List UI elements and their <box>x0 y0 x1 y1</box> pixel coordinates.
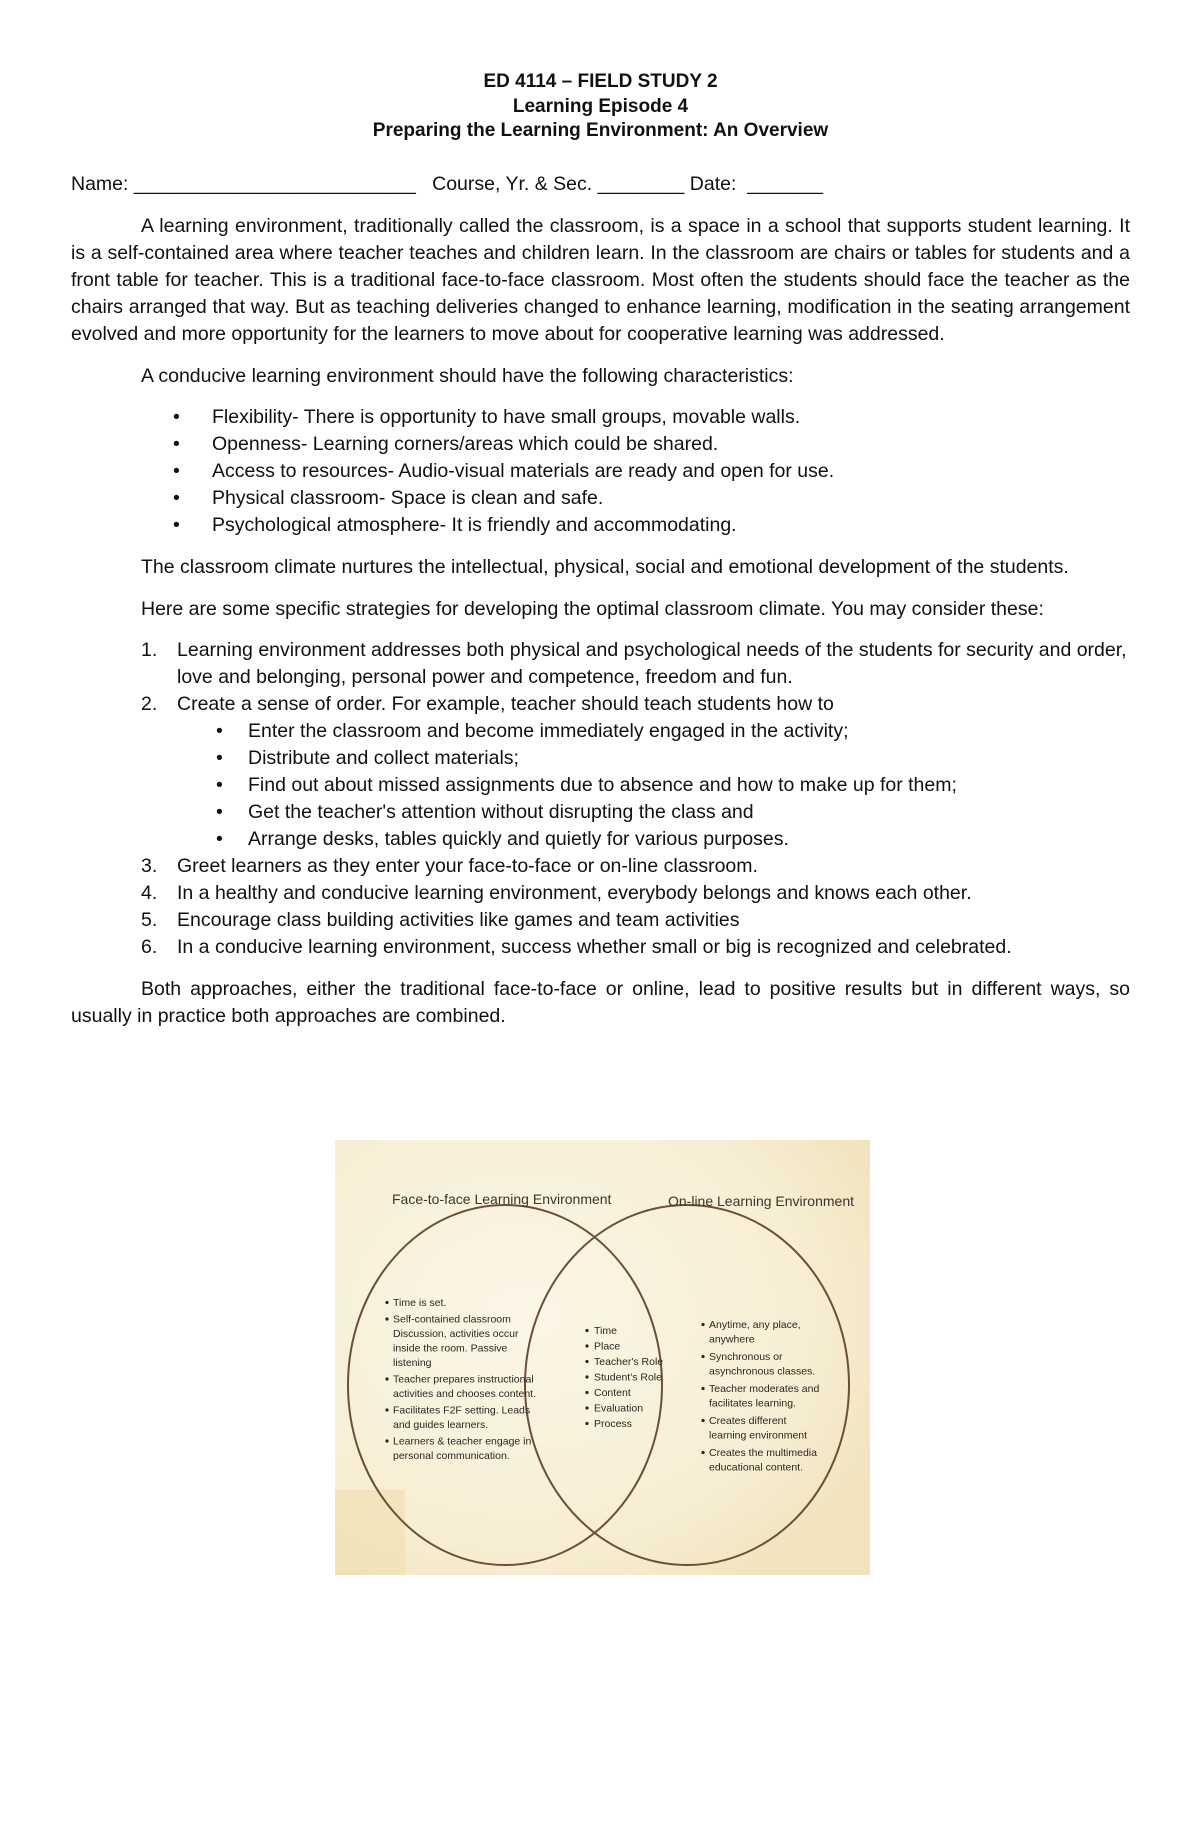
bullet-mark <box>585 1406 588 1409</box>
venn-item-line: Creates the multimedia <box>709 1447 817 1459</box>
venn-item-line: asynchronous classes. <box>709 1365 816 1378</box>
item-number: 6. <box>141 935 158 958</box>
sublist-item: • Get the teacher's attention without disrupting the class and <box>177 799 1130 826</box>
item-text: Learning environment addresses both physical and psychological needs of the students for security and order, love and belonging, personal power and competence, freedom and fun. <box>177 638 1127 688</box>
venn-item-line: activities and chooses content. <box>393 1388 537 1400</box>
list-item <box>71 907 1130 934</box>
venn-item-line: Facilitates F2F setting. Leads <box>393 1404 531 1417</box>
item-number: 1. <box>141 638 158 661</box>
bullet-mark <box>385 1377 388 1380</box>
item-text: In a healthy and conducive learning environment, everybody belongs and knows each other. <box>177 881 972 904</box>
document-header <box>71 70 1130 144</box>
venn-item-line: Teacher moderates and <box>709 1383 820 1395</box>
venn-item-line: listening <box>393 1357 432 1369</box>
date-field[interactable]: _______ <box>747 172 824 195</box>
venn-shared-item: Process <box>594 1418 632 1430</box>
bullet-mark <box>385 1408 388 1411</box>
venn-item-line: educational content. <box>709 1461 803 1474</box>
venn-item-line: Learners & teacher engage in <box>393 1435 532 1448</box>
bullet-mark <box>385 1439 388 1442</box>
list-item: • Physical classroom- Space is clean and safe. <box>71 485 1130 512</box>
list-item <box>71 934 1130 961</box>
list-item <box>71 691 1130 853</box>
list-item <box>71 853 1130 880</box>
bullet-mark <box>585 1375 588 1378</box>
venn-item-line: and guides learners. <box>393 1419 489 1431</box>
bullet-mark <box>701 1451 704 1454</box>
page-title: Preparing the Learning Environment: An Overview <box>372 120 829 141</box>
bullet-mark <box>585 1344 588 1347</box>
sublist-item: • Arrange desks, tables quickly and quietly for various purposes. <box>177 826 1130 853</box>
bullet-mark <box>701 1355 704 1358</box>
document-page <box>71 70 1130 1030</box>
sublist-item: • Find out about missed assignments due to absence and how to make up for them; <box>177 772 1130 799</box>
venn-item-line: Creates different <box>709 1415 787 1427</box>
item-number: 5. <box>141 908 158 931</box>
venn-item-line: Time is set. <box>393 1297 447 1309</box>
course-code: ED 4114 – FIELD STUDY 2 <box>483 71 718 92</box>
bullet-mark <box>585 1422 588 1425</box>
order-sublist <box>177 718 1130 853</box>
sublist-item: • Enter the classroom and become immediately engaged in the activity; <box>177 718 1130 745</box>
venn-shared-item: Evaluation <box>594 1402 644 1415</box>
venn-item-line: inside the room. Passive <box>393 1342 508 1355</box>
strategies-list <box>71 637 1130 961</box>
characteristics-list <box>71 404 1130 539</box>
venn-diagram-figure <box>335 1140 870 1575</box>
closing-paragraph: Both approaches, either the traditional face-to-face or online, lead to positive results but in different ways, so usually in practice both approaches are combined. <box>71 977 1130 1027</box>
student-info-line <box>71 171 1130 198</box>
venn-item-line: Teacher prepares instructional <box>393 1373 534 1386</box>
venn-item-line: Discussion, activities occur <box>393 1328 519 1340</box>
item-text: In a conducive learning environment, success whether small or big is recognized and celebrated. <box>177 935 1012 958</box>
bullet-mark <box>701 1387 704 1390</box>
right-circle-title: On-line Learning Environment <box>668 1193 854 1209</box>
list-item: • Openness- Learning corners/areas which could be shared. <box>71 431 1130 458</box>
venn-item-line: anywhere <box>709 1333 755 1346</box>
scan-stain <box>335 1490 405 1575</box>
bullet-mark <box>385 1317 388 1320</box>
bullet-mark <box>585 1329 588 1332</box>
left-circle-title: Face-to-face Learning Environment <box>392 1191 612 1207</box>
venn-shared-item: Teacher's Role <box>594 1356 664 1368</box>
list-item: • Flexibility- There is opportunity to have small groups, movable walls. <box>71 404 1130 431</box>
venn-shared-item: Time <box>594 1325 617 1337</box>
intro-paragraph: A learning environment, traditionally called the classroom, is a space in a school that supports student learning. It is a self-contained area where teacher teaches and children learn. In the classroom are chairs or tables for students and a front table for teacher. This is a traditional face-to-face classroom. Most often the students should face the teacher as the chairs arranged that way. But as teaching deliveries changed to enhance learning, modification in the seating arrangement evolved and more opportunity for the learners to move about for cooperative learning was addressed. <box>71 214 1130 345</box>
venn-item-line: learning environment <box>709 1429 808 1442</box>
venn-shared-item: Student's Role <box>594 1371 662 1384</box>
venn-shared-item: Place <box>594 1340 621 1353</box>
course-label: Course, Yr. & Sec. <box>432 172 593 195</box>
bullet-mark <box>585 1391 588 1394</box>
episode-label: Learning Episode 4 <box>512 95 689 117</box>
item-text: Encourage class building activities like games and team activities <box>177 908 740 931</box>
sublist-item: • Distribute and collect materials; <box>177 745 1130 772</box>
item-text: Greet learners as they enter your face-to-face or on-line classroom. <box>177 854 758 877</box>
course-field[interactable]: ________ <box>597 172 685 195</box>
strategies-intro: Here are some specific strategies for developing the optimal classroom climate. You may consider these: <box>141 597 1044 620</box>
list-item: • Access to resources- Audio-visual materials are ready and open for use. <box>71 458 1130 485</box>
bullet-mark <box>385 1301 388 1304</box>
venn-shared-item: Content <box>594 1387 631 1399</box>
item-number: 2. <box>141 692 158 715</box>
item-number: 4. <box>141 881 158 904</box>
venn-item-line: Anytime, any place, <box>709 1319 801 1331</box>
name-label: Name: <box>71 172 129 195</box>
characteristics-intro: A conducive learning environment should have the following characteristics: <box>141 364 794 387</box>
bullet-mark <box>701 1419 704 1422</box>
list-item <box>71 880 1130 907</box>
name-field[interactable]: __________________________ <box>133 172 416 195</box>
item-text: Create a sense of order. For example, teacher should teach students how to <box>177 692 834 715</box>
climate-paragraph: The classroom climate nurtures the intellectual, physical, social and emotional development of the students. <box>141 555 1069 578</box>
date-label: Date: <box>689 172 737 195</box>
venn-item-line: facilitates learning. <box>709 1397 796 1410</box>
list-item <box>71 637 1130 691</box>
item-number: 3. <box>141 854 158 877</box>
venn-diagram <box>335 1140 870 1575</box>
bullet-mark <box>701 1323 704 1326</box>
bullet-mark <box>585 1360 588 1363</box>
list-item: • Psychological atmosphere- It is friendly and accommodating. <box>71 512 1130 539</box>
venn-item-line: Self-contained classroom <box>393 1313 511 1326</box>
venn-item-line: personal communication. <box>393 1450 510 1462</box>
venn-item-line: Synchronous or <box>709 1351 783 1363</box>
